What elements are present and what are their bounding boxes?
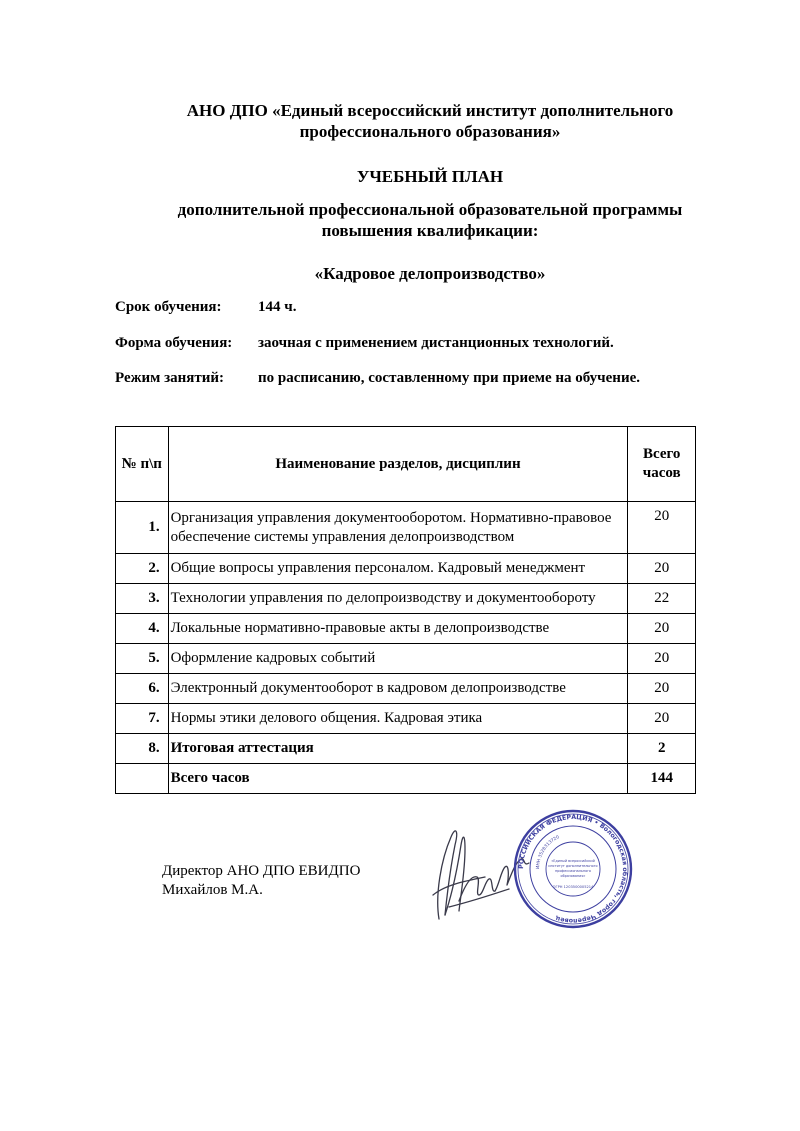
study-form-label: Форма обучения: (115, 335, 233, 351)
organization-name-line2: профессионального образования» (299, 122, 561, 141)
row-number: 6. (116, 674, 169, 704)
seal-inn: ИНН 3528313720 (535, 835, 561, 870)
seal-center-text: профессионального (554, 869, 592, 873)
seal-center-text: институт дополнительного (548, 864, 598, 868)
director-title: Директор АНО ДПО ЕВИДПО (162, 863, 361, 879)
table-row (116, 584, 696, 614)
row-hours: 20 (628, 554, 696, 584)
program-name: «Кадровое делопроизводство» (314, 264, 546, 283)
duration-value: 144 ч. (258, 299, 297, 315)
document-title: УЧЕБНЫЙ ПЛАН (356, 167, 504, 186)
program-description-line1: дополнительной профессиональной образовательной программы (177, 200, 683, 219)
row-discipline: Локальные нормативно-правовые акты в делопроизводстве (168, 614, 628, 644)
schedule-mode-value: по расписанию, составленному при приеме на обучение. (258, 370, 640, 386)
row-hours: 22 (628, 584, 696, 614)
table-row (116, 704, 696, 734)
study-form-value: заочная с применением дистанционных технологий. (258, 335, 614, 351)
header-hours-line2: часов (642, 465, 681, 481)
row-discipline: Технологии управления по делопроизводству и документообороту (168, 584, 628, 614)
program-description-line2: повышения квалификации: (321, 221, 539, 240)
total-row (116, 764, 696, 794)
final-assessment-row (116, 734, 696, 764)
duration-label: Срок обучения: (115, 299, 222, 315)
schedule-mode-label: Режим занятий: (115, 370, 225, 386)
organization-name-line1: АНО ДПО «Единый всероссийский институт дополнительного (186, 101, 674, 120)
organization-seal (512, 808, 634, 930)
header-total-hours (628, 427, 696, 502)
row-hours: 20 (628, 644, 696, 674)
row-number: 2. (116, 554, 169, 584)
director-name: Михайлов М.А. (162, 882, 263, 898)
row-hours: 20 (628, 502, 696, 554)
row-hours: 20 (628, 614, 696, 644)
row-discipline: Общие вопросы управления персоналом. Кадровый менеджмент (168, 554, 628, 584)
row-hours: 2 (628, 734, 696, 764)
seal-center-text: образования» (560, 874, 586, 878)
total-hours: 144 (628, 764, 696, 794)
row-discipline: Итоговая аттестация (168, 734, 628, 764)
row-discipline: Электронный документооборот в кадровом делопроизводстве (168, 674, 628, 704)
table-row (116, 554, 696, 584)
header-discipline-name: Наименование разделов, дисциплин (168, 427, 628, 502)
seal-outer-text: РОССИЙСКАЯ ФЕДЕРАЦИЯ • Вологодская область, город Череповец (517, 813, 629, 925)
row-hours: 20 (628, 674, 696, 704)
table-row (116, 614, 696, 644)
table-row (116, 502, 696, 554)
seal-ogrn: ОГРН 1203500005214 (552, 885, 594, 889)
row-number: 5. (116, 644, 169, 674)
row-number: 3. (116, 584, 169, 614)
row-number: 4. (116, 614, 169, 644)
row-discipline: Организация управления документооборотом. Нормативно-правовое обеспечение системы управления делопроизводством (168, 502, 628, 554)
total-label: Всего часов (168, 764, 628, 794)
table-row (116, 674, 696, 704)
curriculum-table (115, 426, 696, 794)
row-number: 1. (116, 502, 169, 554)
header-hours-line1: Всего (642, 446, 681, 462)
header-number: № п\п (116, 427, 169, 502)
row-discipline: Нормы этики делового общения. Кадровая этика (168, 704, 628, 734)
table-header-row (116, 427, 696, 502)
table-row (116, 644, 696, 674)
row-number: 7. (116, 704, 169, 734)
row-hours: 20 (628, 704, 696, 734)
seal-center-text: «Единый всероссийский (551, 859, 595, 863)
row-discipline: Оформление кадровых событий (168, 644, 628, 674)
row-number (116, 764, 169, 794)
row-number: 8. (116, 734, 169, 764)
